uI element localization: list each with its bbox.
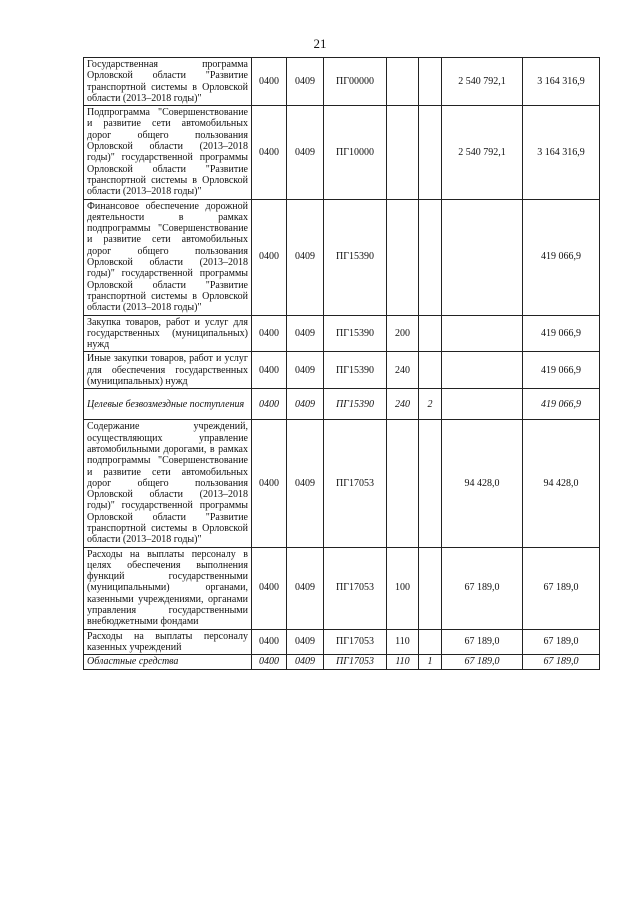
cell-section: 0400 — [252, 655, 287, 669]
cell-section: 0400 — [252, 58, 287, 106]
cell-target: ПГ15390 — [324, 352, 387, 389]
cell-sum1: 2 540 792,1 — [442, 58, 523, 106]
cell-name: Финансовое обеспечение дорожной деятельности в рамках подпрограммы "Совершенствование и развитие сети автомобильных дорог общего пользования Орловской области (2013–2018 годы)" государственной программы Орловской области "Развитие транспортной системы в Орловской области (2013–2018 годы)" — [84, 199, 252, 315]
budget-table — [83, 57, 600, 670]
cell-sum1: 67 189,0 — [442, 655, 523, 669]
cell-ku — [419, 58, 442, 106]
cell-expense-type: 240 — [387, 389, 419, 420]
cell-subsection: 0409 — [287, 58, 324, 106]
table-row — [84, 655, 600, 669]
cell-expense-type: 110 — [387, 629, 419, 655]
cell-section: 0400 — [252, 547, 287, 629]
cell-ku: 2 — [419, 389, 442, 420]
cell-target: ПГ15390 — [324, 315, 387, 352]
cell-ku — [419, 106, 442, 199]
cell-target: ПГ17053 — [324, 655, 387, 669]
cell-section: 0400 — [252, 352, 287, 389]
cell-sum1 — [442, 389, 523, 420]
page-number: 21 — [313, 36, 327, 51]
cell-target: ПГ10000 — [324, 106, 387, 199]
cell-section: 0400 — [252, 629, 287, 655]
cell-section: 0400 — [252, 199, 287, 315]
cell-name: Областные средства — [84, 655, 252, 669]
cell-sum2: 419 066,9 — [523, 199, 600, 315]
cell-sum2: 419 066,9 — [523, 352, 600, 389]
cell-sum1 — [442, 199, 523, 315]
cell-name: Целевые безвозмездные поступления — [84, 389, 252, 420]
cell-expense-type: 110 — [387, 655, 419, 669]
cell-subsection: 0409 — [287, 199, 324, 315]
cell-expense-type — [387, 58, 419, 106]
cell-expense-type — [387, 199, 419, 315]
cell-sum1 — [442, 315, 523, 352]
cell-expense-type — [387, 106, 419, 199]
cell-section: 0400 — [252, 315, 287, 352]
table-row — [84, 199, 600, 315]
cell-sum2: 67 189,0 — [523, 547, 600, 629]
cell-target: ПГ00000 — [324, 58, 387, 106]
table-row — [84, 106, 600, 199]
cell-expense-type — [387, 420, 419, 547]
cell-subsection: 0409 — [287, 629, 324, 655]
table-row — [84, 315, 600, 352]
cell-subsection: 0409 — [287, 420, 324, 547]
cell-name: Государственная программа Орловской области "Развитие транспортной системы в Орловской области (2013–2018 годы)" — [84, 58, 252, 106]
cell-ku — [419, 199, 442, 315]
cell-target: ПГ17053 — [324, 547, 387, 629]
cell-name: Иные закупки товаров, работ и услуг для обеспечения государственных (муниципальных) нужд — [84, 352, 252, 389]
cell-target: ПГ15390 — [324, 389, 387, 420]
cell-sum2: 3 164 316,9 — [523, 58, 600, 106]
cell-sum1: 67 189,0 — [442, 547, 523, 629]
cell-ku — [419, 420, 442, 547]
cell-sum1: 2 540 792,1 — [442, 106, 523, 199]
cell-section: 0400 — [252, 389, 287, 420]
cell-subsection: 0409 — [287, 547, 324, 629]
cell-subsection: 0409 — [287, 655, 324, 669]
table-row — [84, 547, 600, 629]
cell-name: Содержание учреждений, осуществляющих управление автомобильными дорогами, в рамках подпрограммы "Совершенствование и развитие сети автомобильных дорог общего пользования Орловской области (2013–2018 годы)" государственной программы Орловской области "Развитие транспортной системы в Орловской области (2013–2018 годы)" — [84, 420, 252, 547]
cell-sum2: 67 189,0 — [523, 655, 600, 669]
cell-expense-type: 100 — [387, 547, 419, 629]
cell-name: Расходы на выплаты персоналу в целях обеспечения выполнения функций государственными (муниципальными) органами, казенными учреждениями, органами управления государственными внебюджетными фондами — [84, 547, 252, 629]
cell-target: ПГ15390 — [324, 199, 387, 315]
cell-section: 0400 — [252, 106, 287, 199]
table-row — [84, 58, 600, 106]
cell-section: 0400 — [252, 420, 287, 547]
table-row — [84, 629, 600, 655]
cell-ku — [419, 547, 442, 629]
cell-subsection: 0409 — [287, 315, 324, 352]
cell-sum2: 94 428,0 — [523, 420, 600, 547]
cell-sum1 — [442, 352, 523, 389]
cell-sum2: 67 189,0 — [523, 629, 600, 655]
cell-subsection: 0409 — [287, 352, 324, 389]
cell-sum2: 419 066,9 — [523, 315, 600, 352]
cell-ku — [419, 352, 442, 389]
cell-name: Закупка товаров, работ и услуг для государственных (муниципальных) нужд — [84, 315, 252, 352]
cell-expense-type: 240 — [387, 352, 419, 389]
cell-subsection: 0409 — [287, 106, 324, 199]
table-row — [84, 420, 600, 547]
cell-ku — [419, 629, 442, 655]
cell-name: Подпрограмма "Совершенствование и развитие сети автомобильных дорог общего пользования Орловской области (2013–2018 годы)" государственной программы Орловской области "Развитие транспортной системы в Орловской области (2013–2018 годы)" — [84, 106, 252, 199]
cell-ku: 1 — [419, 655, 442, 669]
cell-ku — [419, 315, 442, 352]
cell-subsection: 0409 — [287, 389, 324, 420]
cell-expense-type: 200 — [387, 315, 419, 352]
cell-target: ПГ17053 — [324, 420, 387, 547]
cell-sum1: 67 189,0 — [442, 629, 523, 655]
cell-name: Расходы на выплаты персоналу казенных учреждений — [84, 629, 252, 655]
cell-sum1: 94 428,0 — [442, 420, 523, 547]
cell-sum2: 3 164 316,9 — [523, 106, 600, 199]
table-row — [84, 389, 600, 420]
table-row — [84, 352, 600, 389]
cell-target: ПГ17053 — [324, 629, 387, 655]
cell-sum2: 419 066,9 — [523, 389, 600, 420]
